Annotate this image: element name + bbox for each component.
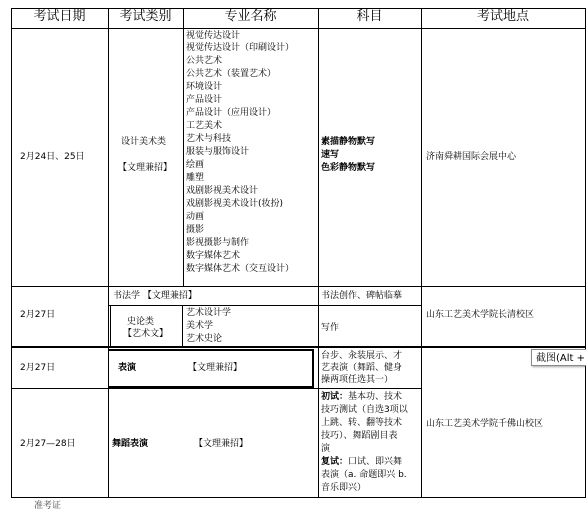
row4-prelim-text: 基本功、技术: [348, 392, 403, 402]
list-item: 公共艺术: [186, 56, 223, 66]
row2-history-major: 艺术设计学: [186, 308, 232, 318]
list-item: 动画: [186, 212, 205, 222]
row2-location: 山东工艺美术学院长清校区: [426, 310, 535, 320]
row3-subject-line: 艺表演（舞蹈、健身: [321, 363, 403, 373]
row4-category: 舞蹈表演: [112, 439, 149, 449]
row4-location: 山东工艺美术学院千佛山校区: [426, 419, 544, 429]
row3-category: 表演: [118, 363, 137, 373]
row2-history-tag: 【艺术文】: [123, 329, 169, 339]
row2-history-major: 艺术史论: [186, 334, 223, 344]
row3-category-tag: 【文理兼招】: [188, 363, 243, 373]
header-exam-date: 考试日期: [33, 9, 86, 24]
list-item: 影视摄影与制作: [186, 238, 250, 248]
row4-prelim-line: [321, 391, 402, 403]
list-item: 公共艺术（装置艺术）: [186, 69, 277, 79]
row3-subject-line: 操两项任选其一）: [321, 375, 394, 385]
row4-prelim-line: 技巧测试（自选3项以: [321, 405, 408, 415]
list-item: 数字媒体艺术（交互设计）: [186, 264, 295, 274]
list-item: 产品设计（应用设计）: [186, 108, 277, 118]
header-major-name: 专业名称: [224, 9, 277, 24]
row2-history-category: 史论类: [127, 317, 155, 327]
header-location: 考试地点: [476, 9, 529, 24]
row4-prelim-line: 技巧）、舞蹈剧目表: [321, 431, 398, 441]
row1-subject: 素描静物默写: [321, 137, 376, 147]
list-item: 数字媒体艺术: [186, 251, 241, 261]
list-item: 戏剧影视美术设计: [186, 186, 259, 196]
row4-retest-line: 音乐即兴）: [321, 483, 367, 493]
row4-prelim-label: 初试：: [321, 392, 349, 402]
list-item: 戏剧影视美术设计(妆扮): [186, 199, 284, 209]
list-item: 服装与服饰设计: [186, 147, 250, 157]
row1-location: 济南舜耕国际会展中心: [426, 152, 517, 162]
row1-date: 2月24日、25日: [20, 152, 85, 162]
list-item: 工艺美术: [186, 121, 223, 131]
list-item: 绘画: [186, 160, 205, 170]
screenshot-tooltip[interactable]: 截图(Alt +: [531, 349, 586, 366]
row1-category: 设计美术类: [121, 137, 167, 147]
row3-date: 2月27日: [20, 363, 56, 373]
row2-history-major: 美术学: [186, 321, 214, 331]
list-item: 产品设计: [186, 95, 223, 105]
list-item: 视觉传达设计: [186, 31, 241, 41]
row2-history-subject: 写作: [321, 323, 340, 333]
row2-calligraphy-subject: 书法创作、碑帖临摹: [321, 291, 403, 301]
row1-subject: 速写: [321, 150, 340, 160]
row4-prelim-line: 演: [321, 444, 331, 454]
row4-retest-text: 口试、即兴舞: [348, 457, 403, 467]
list-item: 视觉传达设计（印刷设计）: [186, 43, 295, 53]
list-item: 环境设计: [186, 82, 223, 92]
list-item: 摄影: [186, 225, 205, 235]
row1-category-tag: 【文理兼招】: [118, 163, 173, 173]
row3-subject-line: 台步、汆装展示、才: [321, 351, 403, 361]
row4-retest-line: [321, 456, 402, 468]
row4-retest-line: 表演（a. 命题即兴 b.: [321, 470, 407, 480]
row1-subject: 色彩静物默写: [321, 163, 376, 173]
row2-calligraphy-label: 书法学 【文理兼招】: [113, 291, 197, 301]
header-subject: 科目: [356, 9, 383, 24]
row2-date: 2月27日: [20, 310, 56, 320]
row4-category-tag: 【文理兼招】: [194, 439, 249, 449]
list-item: 雕塑: [186, 173, 205, 183]
row4-date: 2月27—28日: [20, 439, 76, 449]
footer-fragment: 准考证: [34, 501, 62, 511]
row4-prelim-line: 上跳、转、翻等技术: [321, 418, 403, 428]
list-item: 艺术与科技: [186, 134, 232, 144]
row4-retest-label: 复试：: [321, 457, 349, 467]
header-exam-category: 考试类别: [119, 9, 172, 24]
